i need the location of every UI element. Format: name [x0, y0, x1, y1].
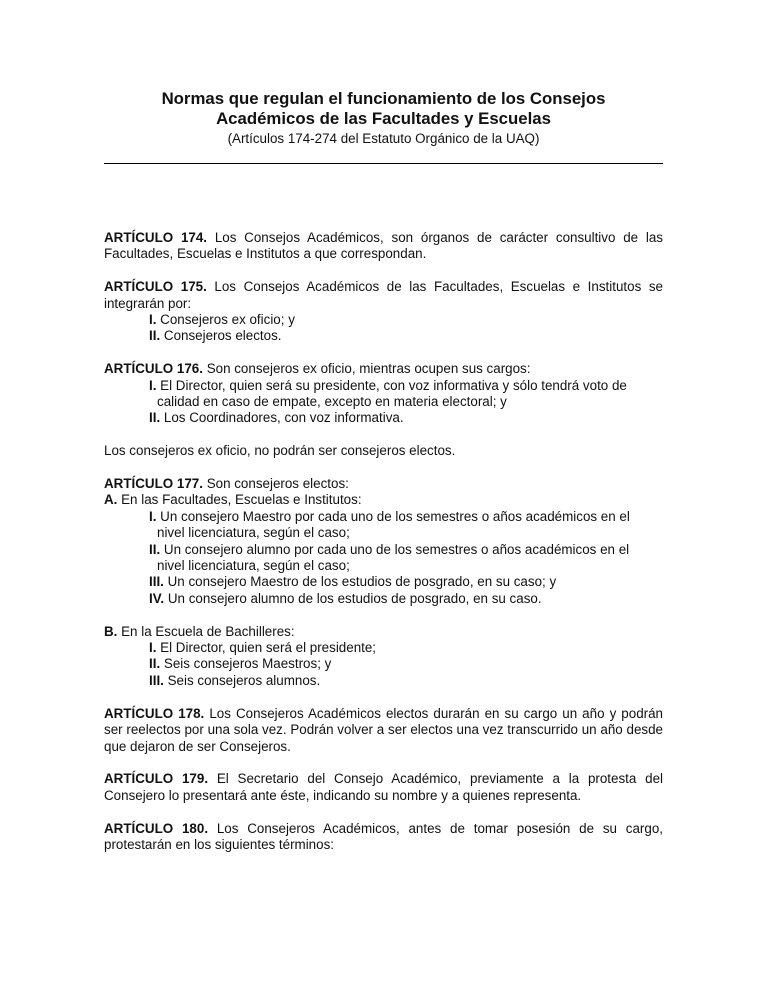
article-174: [104, 230, 663, 263]
list-item: [104, 656, 663, 672]
article-178: [104, 706, 663, 755]
item-text: Un consejero alumno por cada uno de los semestres o años académicos en el: [160, 541, 630, 557]
item-continuation: nivel licenciatura, según el caso;: [157, 525, 350, 541]
article-heading: ARTÍCULO 176.: [104, 361, 203, 377]
list-item: [104, 640, 663, 656]
section-text: En la Escuela de Bachilleres:: [117, 623, 295, 639]
article-heading: ARTÍCULO 175.: [104, 279, 207, 295]
item-number: III.: [149, 574, 164, 590]
item-number: II.: [149, 541, 161, 557]
article-text: El Secretario del Consejo Académico, previamente a la protesta del Consejero lo presentará ante éste, indicando su nombre y a quienes representa.: [104, 771, 663, 803]
item-text: Consejeros electos.: [160, 328, 282, 344]
item-number: II.: [149, 410, 161, 426]
section-label: A.: [104, 492, 118, 508]
title-line-2: Académicos de las Facultades y Escuelas: [216, 109, 551, 128]
list-item: [104, 673, 663, 689]
article-heading: ARTÍCULO 179.: [104, 771, 209, 787]
article-175-intro: [104, 279, 663, 312]
item-number: I.: [149, 377, 157, 393]
article-175: [104, 279, 663, 345]
document-subtitle: (Artículos 174-274 del Estatuto Orgánico de la UAQ): [227, 131, 540, 146]
article-177: [104, 476, 663, 607]
article-text: Los Consejos Académicos, son órganos de carácter consultivo de las Facultades, Escuelas e Institutos a que correspondan.: [104, 230, 663, 262]
item-text: Los Coordinadores, con voz informativa.: [160, 410, 404, 426]
item-number: I.: [149, 508, 157, 524]
article-180: [104, 821, 663, 854]
item-number: IV.: [149, 590, 165, 606]
list-item: [104, 410, 663, 426]
list-item: [104, 378, 663, 411]
list-item: [104, 509, 663, 542]
article-text: Los Consejeros Académicos electos durarán en su cargo un año y podrán ser reelectos por una sola vez. Podrán volver a ser electos una vez transcurrido un año desde que dejaron de ser Consejeros.: [104, 705, 663, 754]
list-item: [104, 328, 663, 344]
item-text: Seis consejeros alumnos.: [163, 672, 321, 688]
item-text: Consejeros ex oficio; y: [156, 312, 295, 328]
article-177-intro: [104, 476, 663, 492]
item-text: Un consejero Maestro por cada uno de los semestres o años académicos en el: [156, 508, 630, 524]
item-number: II.: [149, 656, 161, 672]
item-number: I.: [149, 312, 157, 328]
item-text: Un consejero alumno de los estudios de posgrado, en su caso.: [164, 590, 542, 606]
document-title: [104, 89, 663, 129]
section-a-heading: [104, 492, 663, 508]
article-176-intro: [104, 361, 663, 377]
item-text: El Director, quien será su presidente, con voz informativa y sólo tendrá voto de: [156, 377, 627, 393]
article-heading: ARTÍCULO 174.: [104, 230, 208, 245]
section-b-heading: [104, 624, 663, 640]
article-text: Los Consejeros Académicos, antes de tomar posesión de su cargo, protestarán en los siguientes términos:: [104, 820, 663, 852]
item-text: Seis consejeros Maestros; y: [160, 656, 332, 672]
article-heading: ARTÍCULO 178.: [104, 705, 205, 721]
section-text: En las Facultades, Escuelas e Institutos:: [117, 492, 362, 508]
article-177-section-b: [104, 624, 663, 690]
item-number: I.: [149, 640, 157, 656]
item-continuation: nivel licenciatura, según el caso;: [157, 558, 350, 574]
article-text: Son consejeros ex oficio, mientras ocupen sus cargos:: [202, 361, 531, 377]
list-item: [104, 591, 663, 607]
list-item: [104, 574, 663, 590]
list-item: [104, 312, 663, 328]
item-continuation: calidad en caso de empate, excepto en materia electoral; y: [157, 394, 507, 410]
item-text: Un consejero Maestro de los estudios de posgrado, en su caso; y: [163, 574, 557, 590]
article-176-note: Los consejeros ex oficio, no podrán ser consejeros electos.: [104, 443, 456, 459]
list-item: [104, 542, 663, 575]
article-heading: ARTÍCULO 177.: [104, 476, 203, 492]
item-number: III.: [149, 672, 164, 688]
article-text: Los Consejos Académicos de las Facultades, Escuelas e Institutos se integrarán por:: [104, 279, 663, 311]
section-label: B.: [104, 623, 118, 639]
item-number: II.: [149, 328, 161, 344]
article-text: Son consejeros electos:: [202, 476, 349, 492]
article-176: [104, 361, 663, 427]
document-body: [104, 230, 663, 870]
title-line-1: Normas que regulan el funcionamiento de los Consejos: [161, 89, 606, 108]
article-heading: ARTÍCULO 180.: [104, 820, 209, 836]
title-divider: [104, 163, 663, 164]
item-text: El Director, quien será el presidente;: [156, 640, 377, 656]
article-179: [104, 771, 663, 804]
